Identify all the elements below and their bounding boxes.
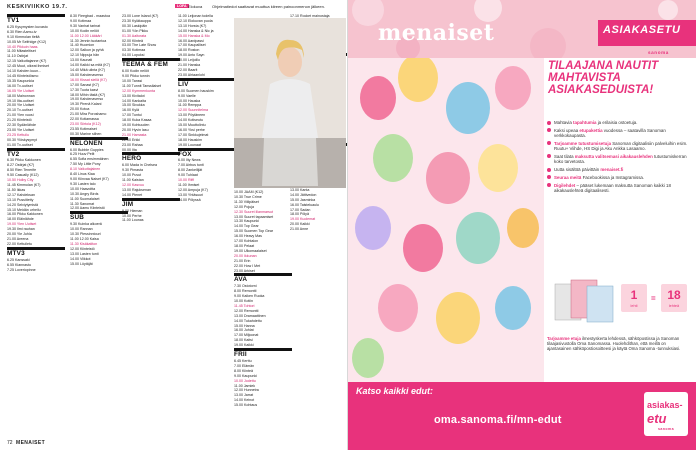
- program-listing: 20.10 Tv-uutiset: [7, 108, 33, 113]
- program-listing: 7.50 My Little Pony: [70, 162, 101, 167]
- program-listing: 01.00 Tv-uutiset: [7, 142, 33, 147]
- program-listing: 18.00 Kaitsi: [234, 338, 253, 343]
- program-listing: 14.00 Keinot: [234, 398, 255, 403]
- program-listing: 00.30 Marine siihen: [70, 131, 102, 136]
- program-listing: 23.00 Yle Uutiset: [7, 127, 35, 132]
- program-listing: 9.30 Lasten talo: [70, 181, 96, 186]
- program-listing: 17.00 Sanast (K7): [70, 82, 99, 87]
- program-listing: 11.00 Mitasteltiset: [7, 49, 36, 54]
- benefit-emphasis: menaiset.fi: [600, 167, 624, 173]
- program-listing: 13.00 Kaunati: [70, 58, 93, 63]
- channel-heading: NELONEN: [70, 139, 103, 147]
- benefit-emphasis: Seuraa meitä: [554, 174, 582, 180]
- schedule-column-3: [122, 14, 174, 223]
- schedule-column-5: [234, 190, 286, 408]
- program-listing: 15.00 Muuttolintu: [178, 123, 206, 128]
- program-listing: 6.25 Huuv Pelit: [70, 152, 95, 157]
- benefit-text: [554, 183, 689, 194]
- channel-heading: FOX: [178, 150, 192, 158]
- program-listing: 02.00 Kiinteä: [122, 38, 143, 43]
- program-listing: 15.00 Löytäjät: [70, 261, 93, 266]
- program-listing: 12.00 Pojuja: [234, 204, 254, 209]
- program-listing: 12.00 Suunnitelma: [178, 108, 208, 113]
- program-listing: 8.00 Kiinteä: [234, 368, 253, 373]
- channel-heading: TEEMA & FEM: [122, 61, 168, 69]
- benefit-prefix: Kaksi upeaa: [554, 127, 580, 133]
- program-listing: 10.00 Riffi: [178, 178, 195, 183]
- program-listing: 19.30 Ilmi rauhan: [7, 227, 35, 232]
- program-listing: 10.30 Plessinntouri: [70, 232, 101, 237]
- program-listing: 12.00 Ampuja (K7): [178, 187, 208, 192]
- price-right-unit: lehteä: [668, 304, 680, 308]
- program-listing: 23.00 Siirtola (K12): [70, 121, 101, 126]
- benefit-item: [547, 141, 689, 152]
- program-listing: 12.10 Elokuvan puola: [178, 18, 213, 23]
- program-listing: 16.00 Tv-uutiset: [7, 83, 33, 88]
- channel-heading: JIM: [122, 200, 134, 208]
- program-listing: 12.00 Kymmenkunta: [122, 88, 155, 93]
- program-listing: 19.00 Kohtuuden: [122, 123, 150, 128]
- program-listing: 01.30 Aaltorata: [122, 33, 147, 38]
- program-listing: 12.00 Kiinteistö: [70, 246, 95, 251]
- bullet-icon: [547, 175, 551, 179]
- program-listing: 9.00 Kotimaa: [70, 18, 92, 23]
- program-listing: 11.45 Kimmolan (K7): [7, 183, 41, 187]
- program-listing: 23.00 Lone Island (K7): [122, 14, 159, 18]
- program-listing: 6.30 Rien Aamu-tv: [7, 29, 37, 34]
- program-listing: 21.00 Hamasta: [122, 132, 147, 137]
- program-listing: 16.00 Kissat siellä (K7): [70, 77, 107, 82]
- program-listing: 8.27 Ostirjat (K7): [7, 163, 35, 168]
- sanoma-label: sanoma: [648, 50, 669, 55]
- channel-heading: TV1: [7, 17, 20, 24]
- benefit-item: [547, 154, 689, 165]
- price-left-unit: lehti: [630, 304, 638, 308]
- program-listing: 8.50 Rien Tenerife: [7, 168, 37, 173]
- benefit-rest: Sanoman digitaalisiin palveluihin esim. Ruutu+ Viihde, HS Digi ja Aku Ankka Lasaamo.: [554, 140, 688, 152]
- program-listing: 9.00 Hieman: [122, 208, 143, 213]
- program-listing: 11.00 Jamiek: [234, 383, 256, 388]
- program-listing: 20.00 Yle Uutiset: [7, 103, 35, 108]
- benefit-text: [554, 141, 689, 152]
- benefit-rest: Facebookissa ja Instagramissa.: [581, 174, 645, 180]
- magazine-name: MENAISET: [16, 440, 46, 446]
- benefit-text: [554, 128, 689, 139]
- schedule-column-4: [178, 14, 230, 203]
- program-listing: 23.00 Arkiset: [234, 268, 255, 273]
- program-listing: 18.00 Pelaat: [234, 243, 255, 248]
- program-listing: 7.00 Airbus tunti: [178, 163, 204, 168]
- bullet-icon: [547, 128, 551, 132]
- program-listing: 16.00 Aardpassi: [178, 38, 204, 43]
- program-listing: 11.50 Ikkas: [7, 187, 26, 192]
- program-listing: 00.30 Laskipäin: [122, 23, 148, 28]
- program-listing: 9.00 Kaiken Ruoka: [234, 294, 265, 299]
- program-listing: 8.00 Zankellijät: [178, 168, 203, 173]
- program-listing: 17.00 Sadan: [290, 207, 311, 212]
- program-listing: 21.00 Anne: [290, 227, 309, 232]
- program-listing: 14.00 Kankaita: [122, 98, 146, 103]
- program-listing: 13.00 Kivitalot: [122, 93, 145, 98]
- program-listing: 10.00 Kodin neliöt: [70, 28, 99, 33]
- program-listing: 14.10 Kahden kuun...: [7, 69, 42, 74]
- program-listing: 16.00 Yksi perhe: [178, 127, 205, 132]
- equals-icon: =: [651, 294, 656, 303]
- program-listing: 21.00 Mira Poroshamo: [70, 112, 107, 117]
- program-listing: 22.00 Kettuiletu: [7, 241, 32, 246]
- program-listing: 22.00 Kotiamassa: [70, 117, 99, 122]
- promo-paragraph: [547, 336, 689, 352]
- program-listing: 11.45 Tohtori: [234, 303, 255, 308]
- benefit-emphasis: etupakettia: [579, 127, 603, 133]
- program-listing: 6.25 Kanssaki: [7, 257, 30, 262]
- program-listing: 15.00 Hanska & Mo: [178, 33, 210, 38]
- benefit-emphasis: maksutta valitsemasi aikakauslehden: [574, 153, 653, 159]
- featured-photo: [234, 18, 346, 188]
- program-listing: 18.00 Kuka Kasaa: [122, 118, 152, 123]
- program-listing: 21.00 Erin: [234, 258, 251, 263]
- program-listing: 17.30 Tuota kasvi: [70, 87, 99, 92]
- program-listing: 21.00 Hanska: [178, 63, 201, 68]
- benefit-list: [547, 120, 689, 196]
- program-listing: 11.10 Ostirjat: [7, 54, 29, 59]
- program-listing: 9.50 Casually (K12): [7, 173, 39, 178]
- program-listing: 21.00 Ylen vuosi: [7, 113, 34, 118]
- program-listing: 13.00 Jarrat: [234, 393, 254, 398]
- legend-movie: Elokuva: [188, 4, 203, 9]
- program-listing: 15.00 Sivukka: [122, 103, 145, 108]
- program-listing: 21.00 Areena: [7, 236, 29, 241]
- program-listing: 14.00 Hanska & Nic ja: [178, 28, 214, 33]
- program-listing: 7.30 Ostotorni: [234, 284, 257, 289]
- program-listing: 20.00 Leijoillo: [178, 58, 200, 63]
- program-listing: 19.00 Kuolemat: [290, 217, 316, 222]
- program-listing: 16.00 Taisteluaulu: [290, 202, 319, 207]
- channel-heading: AVA: [234, 276, 248, 284]
- program-listing: 20.00 Yle Juhla: [7, 232, 32, 237]
- program-listing: 13.10 Pussitietty: [7, 197, 34, 202]
- benefit-text: [554, 175, 644, 180]
- program-listing: 9.30 Kuinka alkoerä: [70, 222, 102, 227]
- program-listing: 9.00 Vaelle: [178, 93, 196, 98]
- program-listing: 18.00 Roston: [178, 48, 200, 53]
- program-listing: 14.00 Kotiseutu: [178, 118, 203, 123]
- program-listing: 13.00 Pöytäneen: [178, 113, 206, 118]
- program-listing: 17.00 Tuntui: [122, 113, 142, 118]
- program-listing: 12.00 Remontti: [234, 308, 259, 313]
- program-listing: 23.00 Rahaa: [122, 142, 143, 147]
- schedule-column-2: [70, 14, 122, 266]
- program-listing: 18.00 Pölyä: [290, 212, 309, 217]
- program-listing: 19.30 Pirenä Kalani: [70, 102, 102, 107]
- benefit-prefix: Uutta sisältöä päivittäin: [554, 167, 601, 173]
- program-listing: 12.00 Hunnetra: [234, 388, 259, 393]
- program-listing: 9.00 Kaupunki: [234, 373, 257, 378]
- program-listing: 12.45 Muut, oikeat ihmiset: [7, 64, 49, 69]
- program-listing: 11.00 Lounas: [122, 218, 144, 223]
- program-listing: 17.00 Sinkkujelmat: [178, 132, 209, 137]
- benefit-item: [547, 175, 689, 180]
- program-listing: 14.00 Pölyssä: [178, 197, 201, 202]
- program-listing: 6.25 Kysymysten kuvasto: [7, 24, 48, 29]
- program-listing: 10.00 Haavoitta: [70, 186, 96, 191]
- program-listing: 23.30 Kyläkauppa: [122, 18, 151, 23]
- price-right-value: 18: [667, 288, 681, 302]
- program-listing: 17.00 Kohtalon: [234, 239, 259, 244]
- program-listing: 10.00 Jodettu: [234, 378, 256, 383]
- program-listing: 9.30 Vanhat tarinat: [70, 23, 101, 28]
- legend-disclaimer: Ohjelmatiedot saattavat muuttua kiireen painoonmenon jälkeen.: [212, 4, 325, 9]
- program-listing: 15.00 Hanna: [234, 323, 255, 328]
- program-listing: 13.00 Lasten tunti: [70, 251, 99, 256]
- program-listing: 14.45 Kiinteistösmo: [7, 73, 39, 78]
- benefit-text: [554, 167, 623, 172]
- program-listing: 7.25 Loveriopinne: [7, 267, 36, 272]
- benefit-rest: vuodessa – saatavilla Sanoman verkkokaupasta.: [554, 127, 666, 139]
- program-listing: 11.00 Leijonan todella: [178, 14, 213, 18]
- program-listing: 22.30 Sydänlähde: [7, 123, 36, 128]
- program-listing: 19.10 Ilta-uutiset: [7, 98, 34, 103]
- program-listing: 10.50 Holby City: [7, 178, 34, 183]
- program-listing: 20.00 Ikkunan: [234, 253, 257, 258]
- bullet-icon: [547, 168, 551, 172]
- program-listing: 8.10 Vaikuttajainen: [70, 167, 101, 172]
- program-listing: 15.35 Kaupunkia: [7, 78, 34, 83]
- bullet-icon: [547, 154, 551, 158]
- program-listing: 04.00 Lopuksi: [122, 53, 145, 58]
- program-listing: 01.00 Yön Pikku: [122, 28, 149, 33]
- program-listing: 14.00 Jättivedon: [290, 192, 317, 197]
- program-listing: 16.05 Yle Uutiset: [7, 88, 35, 93]
- program-listing: 16.00 Juhlat: [234, 328, 254, 333]
- price-left-value: 1: [630, 288, 638, 302]
- balloons-image: [348, 58, 544, 382]
- benefit-emphasis: tapahtumia: [573, 120, 597, 125]
- footer-cta: Katso kaikki edut:: [356, 386, 434, 396]
- program-listing: 20.00 Hyvin lasu: [122, 127, 149, 132]
- program-listing: 11.00 Ihmiset: [178, 183, 200, 187]
- program-listing: 11.00 12.00 Kaisa: [70, 236, 99, 241]
- program-listing: 10.00 Puvut: [122, 173, 142, 178]
- program-listing: 15.00 Suomen Top Gear: [234, 229, 274, 234]
- program-listing: 6.45 Kerttu: [234, 359, 252, 363]
- program-listing: 6.30 Pikku Kakkonen: [7, 158, 41, 163]
- program-listing: 21.20 Kiinteistö: [7, 118, 32, 123]
- channel-heading: SUB: [70, 214, 85, 222]
- program-listing: 15.00 Jasminka: [290, 197, 316, 202]
- channel-heading: HERO: [122, 155, 142, 163]
- program-listing: 13.10 Horsta (K7): [178, 23, 207, 28]
- program-listing: 13.00 Yhtäsuuri: [178, 192, 204, 197]
- page-number: 72: [7, 440, 13, 446]
- promo-lead: Tarjoamme etuja: [547, 336, 581, 341]
- program-listing: 16.00 Pikku Kakkonen: [7, 212, 43, 217]
- benefit-prefix: Saat tilata: [554, 153, 575, 159]
- program-listing: 12.00 Aamu Kiinteistö: [70, 206, 105, 211]
- program-listing: 13.00 Rajuksenan: [122, 187, 151, 192]
- program-listing: 18.00 Mainonnan: [7, 93, 35, 98]
- day-heading: KESKIVIIKKO 19.7.: [7, 4, 68, 10]
- channel-heading: LIV: [178, 80, 189, 88]
- magazines-illustration: [553, 278, 615, 324]
- program-listing: 11.00 Kaistan: [122, 178, 144, 183]
- program-listing: 03.00 The Late Show: [122, 43, 157, 48]
- program-listing: 10.05 Mr Selfridge (K12): [7, 39, 47, 44]
- program-listing: 22.00 Baarit: [178, 67, 198, 72]
- program-listing: 6.00 Ilty News: [178, 158, 201, 163]
- program-listing: 19.00 Ulkomaalaiset: [234, 248, 267, 253]
- program-listing: 15.10 Meidän urheilu: [7, 207, 41, 212]
- benefit-rest: tutustumiskerran koko tarvetosta.: [554, 153, 687, 165]
- program-listing: 14.00 Pienet: [122, 192, 143, 197]
- asiakasetu-label: ASIAKASETU: [603, 24, 681, 36]
- program-listing: 23.55 Kotimaiset: [70, 126, 97, 131]
- program-listing: 19.00 Kahdenaverso: [70, 97, 104, 102]
- program-listing: 6.55 Kiannastu: [7, 262, 31, 267]
- program-listing: 14.00 Kaikki sa mitä (K7): [70, 63, 110, 68]
- program-listing: 12.10 Nippuja hän: [70, 53, 100, 58]
- benefit-item: [547, 183, 689, 194]
- program-listing: 12.30 Suuret illanmarsut: [234, 209, 273, 214]
- program-listing: 14.00 Tukahdettu: [234, 318, 262, 323]
- program-listing: 12.00 Kasvuu: [122, 183, 144, 187]
- logo-word-2: etu: [647, 411, 667, 426]
- benefit-rest: ja erilaisia ostoetuja.: [596, 120, 638, 125]
- bullet-icon: [547, 183, 551, 187]
- program-listing: 15.00 Kohtaus: [234, 403, 258, 408]
- program-listing: 10.30 Angry Birds: [70, 191, 99, 196]
- program-listing: 22.00 Erkki: [122, 137, 140, 142]
- benefit-item: [547, 128, 689, 139]
- program-listing: 10.30 True Crime: [234, 194, 262, 199]
- program-listing: 11.00 Remppa: [178, 103, 202, 108]
- benefit-item: [547, 120, 689, 125]
- advert-page: [348, 0, 696, 450]
- program-listing: 17.00 Kaupalliset: [178, 43, 206, 48]
- program-listing: 17.00 Miljoonat: [234, 333, 259, 338]
- program-listing: 15.00 Kahdenaverso: [70, 72, 104, 77]
- program-listing: 10.00 Tanssi: [122, 78, 143, 83]
- program-listing: 9.10 Kimmolan tieltä: [7, 34, 40, 39]
- program-listing: 11.30 Kisäkatiton: [70, 241, 98, 246]
- program-listing: 18.00 Hauskim: [178, 137, 202, 142]
- price-comparison: [619, 280, 691, 320]
- program-listing: 6.55 Sofia ensimmäinen: [70, 157, 109, 162]
- program-listing: 23.00 Ahtaanlohi: [178, 72, 205, 77]
- program-listing: 14.00 Viikkot: [70, 256, 91, 261]
- program-listing: 19.00 Kaikki: [234, 343, 254, 348]
- program-listing: 00.30 Ylöskysymyt: [7, 137, 37, 142]
- program-listing: 18.00 Mihin tästä (K7): [70, 92, 106, 97]
- program-listing: 13.00 Suuret tapaamiset: [234, 214, 274, 219]
- program-listing: 12.17 Kahdeksan: [7, 192, 35, 197]
- program-listing: 11.40 Huomion: [70, 43, 95, 48]
- logo-word-1: asiakas-: [647, 400, 683, 410]
- program-listing: 6.00 Mada in Chelsea: [122, 163, 157, 168]
- program-listing: 16.00 Heavy Mas: [234, 234, 262, 239]
- brand-title: menaiset: [378, 20, 495, 46]
- program-listing: 11.00 12.00 Lääkäri: [70, 33, 102, 38]
- program-listing: 13.00 Kanta: [290, 187, 310, 192]
- program-listing: 10.00 JAAM (K12): [234, 190, 264, 194]
- program-listing: 17.10 Rocket mainostaja: [290, 14, 330, 18]
- schedule-column-1: [7, 14, 65, 272]
- program-listing: 9.00 Kiinvaa Naiset (K7): [70, 177, 109, 181]
- benefit-item: [547, 167, 689, 172]
- program-listing: 20.00 Kaikki: [290, 222, 310, 227]
- program-listing: 8.00 Remontti: [234, 289, 257, 294]
- channel-heading: TV2: [7, 150, 20, 158]
- program-listing: 19.00 Anto Sayn: [178, 53, 205, 58]
- bullet-icon: [547, 141, 551, 145]
- program-listing: 23.25 Kettuilu: [7, 132, 29, 137]
- program-listing: 9.00 Tuhlaat: [178, 173, 198, 178]
- program-listing: 10.00 Hauska: [178, 98, 201, 103]
- benefit-text: [554, 120, 637, 125]
- benefit-rest: – pääset lukemaan maksutta Sanoman kaikki 18 aikakauslehteä digitaalisesti.: [554, 182, 671, 193]
- logo-word-3: sanoma: [658, 427, 674, 431]
- program-listing: 10.40 Pikkuin haas.: [7, 44, 39, 49]
- program-listing: 11.30 Viilipäiset: [234, 199, 259, 204]
- benefit-emphasis: Tarjoamme tutustumisetuja: [554, 140, 612, 146]
- footer-url-link[interactable]: oma.sanoma.fi/mn-edut: [434, 414, 562, 426]
- program-listing: 11.30 Sanomat: [70, 201, 95, 206]
- program-listing: 7.00 Elämän: [234, 363, 255, 368]
- program-listing: 6.00 Bubble Guppies: [70, 147, 104, 152]
- program-listing: 11.30 Jennin tuotantoa: [70, 38, 107, 43]
- program-listing: 14.00 Top Gear: [234, 224, 259, 229]
- program-listing: 20.00 Kotoa: [70, 107, 90, 112]
- program-listing: 13.00 Dramaattinen: [234, 313, 266, 318]
- program-listing: 6.00 Kodin neliöt: [122, 69, 149, 74]
- program-listing: 19.00 Lounaat: [178, 142, 201, 147]
- program-listing: 03.30 Kotimaa: [122, 48, 146, 53]
- program-listing: 9.30 Pimasta: [122, 168, 143, 173]
- program-listing: 11.00 Tunnit Tanssilaiset: [122, 83, 162, 88]
- program-listing: 00.00 Ilta: [122, 147, 137, 152]
- program-listing: 10.00 Perhe: [122, 213, 142, 218]
- program-listing: 18.00 Eläinlähde: [7, 217, 34, 222]
- program-listing: 8.40 Linus Kiaa: [70, 172, 95, 177]
- benefit-text: [554, 154, 689, 165]
- program-listing: 10.00 Rannan: [70, 227, 93, 232]
- channel-heading: FRII: [234, 351, 247, 359]
- program-listing: 10.00 Kotiin: [234, 299, 253, 304]
- benefit-emphasis: Digilehdet: [554, 182, 576, 188]
- program-listing: 12.15 Vaikuttajanne (K7): [7, 59, 47, 64]
- program-listing: 16.00 Kylä: [122, 108, 139, 113]
- program-listing: 8.30 Fleegbad - maastoa: [70, 14, 110, 18]
- program-listing: 14.40 Mikä ulinta (K7): [70, 67, 105, 72]
- program-listing: 22.00 How I Met: [234, 263, 261, 268]
- program-listing: 13.30 Kaupunki: [234, 219, 259, 224]
- legend-badge: LÖFA: [177, 4, 187, 8]
- program-listing: 14.20 Selviytymistä: [7, 202, 38, 207]
- program-listing: 11.00 Suomalaiset: [70, 196, 100, 201]
- program-listing: 9.00 Pikku tunnin: [122, 73, 150, 78]
- program-listing: 19.00 Ylen Uutiset: [7, 222, 37, 227]
- promo-text: ilmestyskerta lehdessä, sähköpostissa ja Sanoman tilaajasivustolla Oma Sanomassa. Huolehdithan, että meillä on ajantasainen sähköpostiosoitteesi ja käytä Oma Sanoma -tunnuksiasi.: [547, 336, 681, 352]
- main-headline: TILAAJANA NAUTIT MAHTAVISTA ASIAKASEDUISTA!: [548, 60, 659, 96]
- channel-heading: MTV3: [7, 249, 25, 257]
- bullet-icon: [547, 121, 551, 125]
- program-listing: 12.00 Salkun ja pyhä: [70, 48, 104, 53]
- benefit-prefix: Mahtavia: [554, 120, 574, 125]
- program-listing: 8.00 Suomen hauskim: [178, 88, 214, 93]
